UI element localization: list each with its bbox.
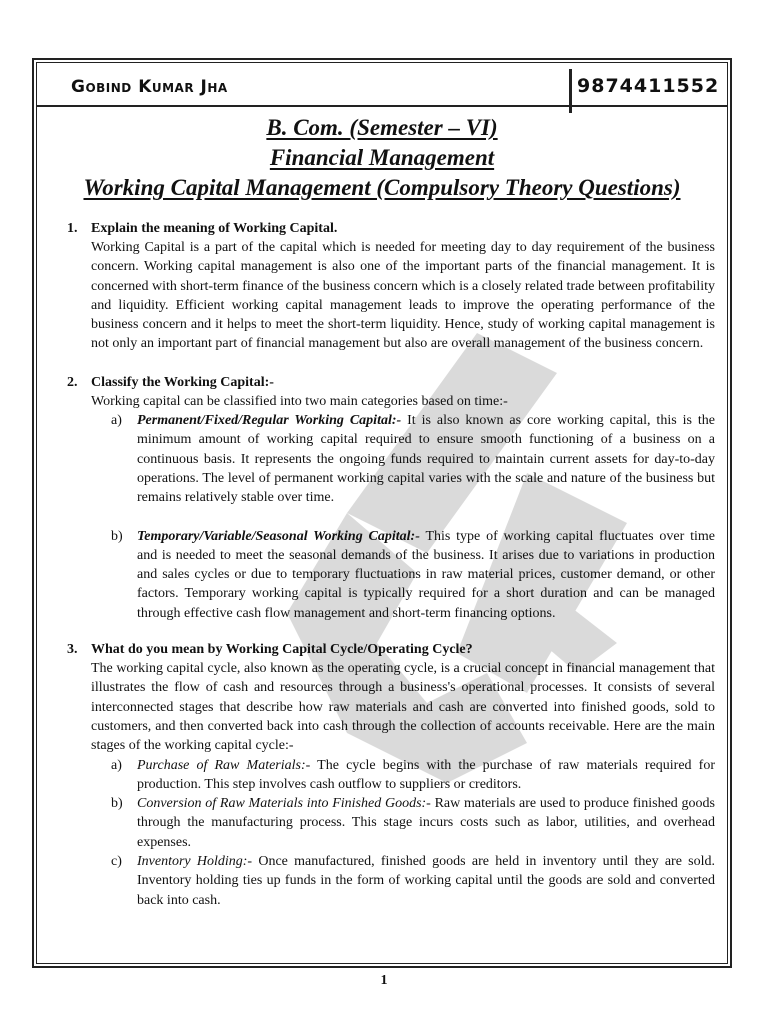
question-number: 3. [67,642,78,658]
topic-title: Working Capital Management (Compulsory Theory Questions) [83,175,681,200]
list-item-heading: Permanent/Fixed/Regular Working Capital:- [137,413,402,429]
answer-paragraph: Working capital can be classified into two main categories based on time:- [91,393,508,409]
header-divider [569,69,572,113]
list-item-letter: b) [111,528,123,544]
course-title: B. Com. (Semester – VI) [266,115,498,140]
title-block [37,113,727,203]
list-item [91,756,715,795]
question-3 [37,640,728,910]
list-item-heading: Purchase of Raw Materials:- [137,757,311,773]
header-bar [37,63,727,107]
list-item-text: Raw materials are used to produce finished goods through the manufacturing process. This stage incurs costs such as labor, utilities, and overhead expenses. [137,796,715,850]
list-item-text: It is also known as core working capital, this is the minimum amount of working capital required to ensure smooth functioning of a business on a continuous basis. It represents the ongoing funds required to maintain current assets for day-to-day operations. The level of permanent working capital varies with the scale and nature of the business but remains relatively stable over time. [137,413,715,506]
answer-paragraph: The working capital cycle, also known as the operating cycle, is a crucial concept in financial management that illustrates the flow of cash and resources through a business's operational processes. It consists of several interconnected stages that describe how raw materials and cash are converted into finished goods, sold to customers, and then converted back into cash through the collection of accounts receivable. Here are the main stages of the working capital cycle:- [91,661,715,754]
question-number: 2. [67,374,78,390]
answer-paragraph: Working Capital is a part of the capital which is needed for meeting day to day requirement of the business concern. Working capital management is also one of the important parts of the financial management. It is concerned with short-term finance of the business concern which is a closely related trade between profitability and liquidity. Efficient working capital management leads to improve the operating performance of the business concern and it helps to meet the short-term liquidity. Hence, study of working capital management is not only an important part of financial management but also are overall management of the business concern. [91,240,715,352]
question-1 [37,219,728,354]
list-item-text: This type of working capital fluctuates over time and is needed to meet the seasonal demands of the business. It arises due to variations in production and sales cycles or due to temporary fluctuations in raw material prices, customer demand, or other factors. Temporary working capital is typically required for a short duration and can be managed through effective cash flow management and short-term financing options. [137,528,715,621]
list-item-text: Once manufactured, finished goods are held in inventory until they are sold. Inventory holding ties up funds in the form of working capital until the goods are sold and converted back into cash. [137,854,715,908]
page-number: 1 [380,973,388,988]
author-name: Gobind Kumar Jha [71,77,228,97]
list-item-letter: a) [111,413,122,429]
question-title: Explain the meaning of Working Capital. [91,221,338,236]
list-item-letter: a) [111,757,122,773]
question-number: 1. [67,221,78,236]
list-item-text: The cycle begins with the purchase of raw materials required for production. This step involves cash outflow to suppliers or creditors. [137,757,715,792]
list-item [91,852,715,910]
question-title: What do you mean by Working Capital Cycle/Operating Cycle? [91,642,473,658]
list-item [91,794,715,852]
list-item [91,411,715,507]
list-item-letter: c) [111,854,122,870]
question-2 [37,373,728,623]
list-item-letter: b) [111,796,123,812]
subject-title: Financial Management [269,145,495,170]
question-title: Classify the Working Capital:- [91,374,274,390]
questions-content [37,219,728,910]
list-item-heading: Conversion of Raw Materials into Finished Goods:- [137,796,431,812]
list-item-heading: Temporary/Variable/Seasonal Working Capital:- [137,528,420,544]
list-item [91,527,715,623]
phone-number: 9874411552 [577,75,720,97]
page-border-inner [36,62,728,964]
list-item-heading: Inventory Holding:- [137,854,253,870]
